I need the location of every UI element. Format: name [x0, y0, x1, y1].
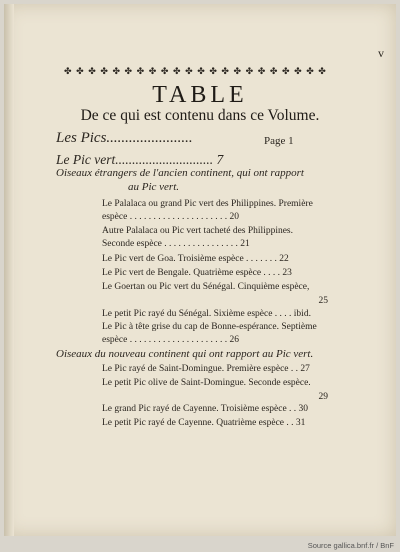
- toc-entry-petit-senegal: Le petit Pic rayé du Sénégal. Sixième espèce . . . . ibid.: [102, 309, 311, 319]
- toc-entry-petit-cayenne: Le petit Pic rayé de Cayenne. Quatrième espèce . . 31: [102, 418, 306, 428]
- toc-entry-les-pics: Les Pics.......................: [56, 130, 193, 146]
- fleuron-ornament: ✤: [88, 67, 96, 77]
- page-number: v: [378, 46, 384, 60]
- fleuron-ornament: ✤: [197, 67, 205, 77]
- toc-entry-autre-palalaca-cont: Seconde espèce . . . . . . . . . . . . . . . . 21: [102, 239, 250, 249]
- toc-entry-tete-grise-cont: espèce . . . . . . . . . . . . . . . . . . . . . 26: [102, 335, 239, 345]
- fleuron-ornament: ✤: [100, 67, 108, 77]
- toc-entry-autre-palalaca: Autre Palalaca ou Pic vert tacheté des Philippines.: [102, 226, 293, 236]
- toc-entry-grand-cayenne: Le grand Pic rayé de Cayenne. Troisième espèce . . 30: [102, 404, 309, 414]
- fleuron-ornament: ✤: [281, 67, 290, 77]
- fleuron-ornament: ✤: [233, 67, 242, 77]
- toc-entry-palalaca-cont: espèce . . . . . . . . . . . . . . . . . . . . . 20: [102, 212, 239, 222]
- fleuron-ornament: ✤: [160, 67, 169, 77]
- fleuron-ornament: ✤: [172, 67, 181, 77]
- toc-entry-les-pics-page: Page 1: [264, 135, 294, 147]
- toc-heading-ancien: Oiseaux étrangers de l'ancien continent, qui ont rapport: [56, 167, 304, 179]
- toc-entry-petit-olive: Le petit Pic olive de Saint-Domingue. Seconde espèce.: [102, 378, 311, 388]
- toc-entry-pic-vert: Le Pic vert............................. 7: [56, 152, 224, 167]
- fleuron-ornament: ✤: [76, 67, 84, 77]
- toc-entry-saint-domingue: Le Pic rayé de Saint-Domingue. Première espèce . . 27: [102, 364, 310, 374]
- toc-entry-tete-grise: Le Pic à tête grise du cap de Bonne-espérance. Septième: [102, 322, 317, 332]
- fleuron-ornament: ✤: [185, 67, 193, 77]
- toc-heading-ancien-cont: au Pic vert.: [128, 181, 180, 193]
- fleuron-ornament: ✤: [148, 67, 157, 77]
- toc-entry-palalaca: Le Palalaca ou grand Pic vert des Philippines. Première: [102, 199, 313, 209]
- source-credit: Source gallica.bnf.fr / BnF: [307, 541, 394, 550]
- fleuron-ornament: ✤: [209, 67, 217, 77]
- page-subtitle: De ce qui est contenu dans ce Volume.: [80, 107, 320, 124]
- page-title: TABLE: [152, 82, 248, 108]
- table-of-contents: [4, 4, 396, 536]
- fleuron-ornament: ✤: [112, 67, 120, 77]
- fleuron-ornament: ✤: [136, 67, 145, 77]
- fleuron-ornament: ✤: [306, 67, 314, 77]
- toc-entry-bengale: Le Pic vert de Bengale. Quatrième espèce . . . . 23: [102, 268, 292, 278]
- toc-entry-goa: Le Pic vert de Goa. Troisième espèce . . . . . . . 22: [102, 254, 289, 264]
- fleuron-ornament: ✤: [294, 67, 302, 77]
- toc-entry-petit-olive-page: 29: [318, 392, 328, 402]
- fleuron-ornament: ✤: [269, 67, 278, 77]
- fleuron-ornament: ✤: [257, 67, 266, 77]
- fleuron-ornament: ✤: [245, 67, 254, 77]
- fleuron-ornament: ✤: [124, 67, 133, 77]
- fleuron-ornament: ✤: [318, 67, 326, 77]
- toc-entry-goertan: Le Goertan ou Pic vert du Sénégal. Cinquième espèce,: [102, 282, 310, 292]
- fleuron-ornament: ✤: [64, 67, 72, 77]
- toc-heading-nouveau: Oiseaux du nouveau continent qui ont rapport au Pic vert.: [56, 348, 314, 360]
- book-page: [4, 4, 396, 536]
- fleuron-ornament: ✤: [221, 67, 229, 77]
- toc-entry-goertan-page: 25: [318, 296, 328, 306]
